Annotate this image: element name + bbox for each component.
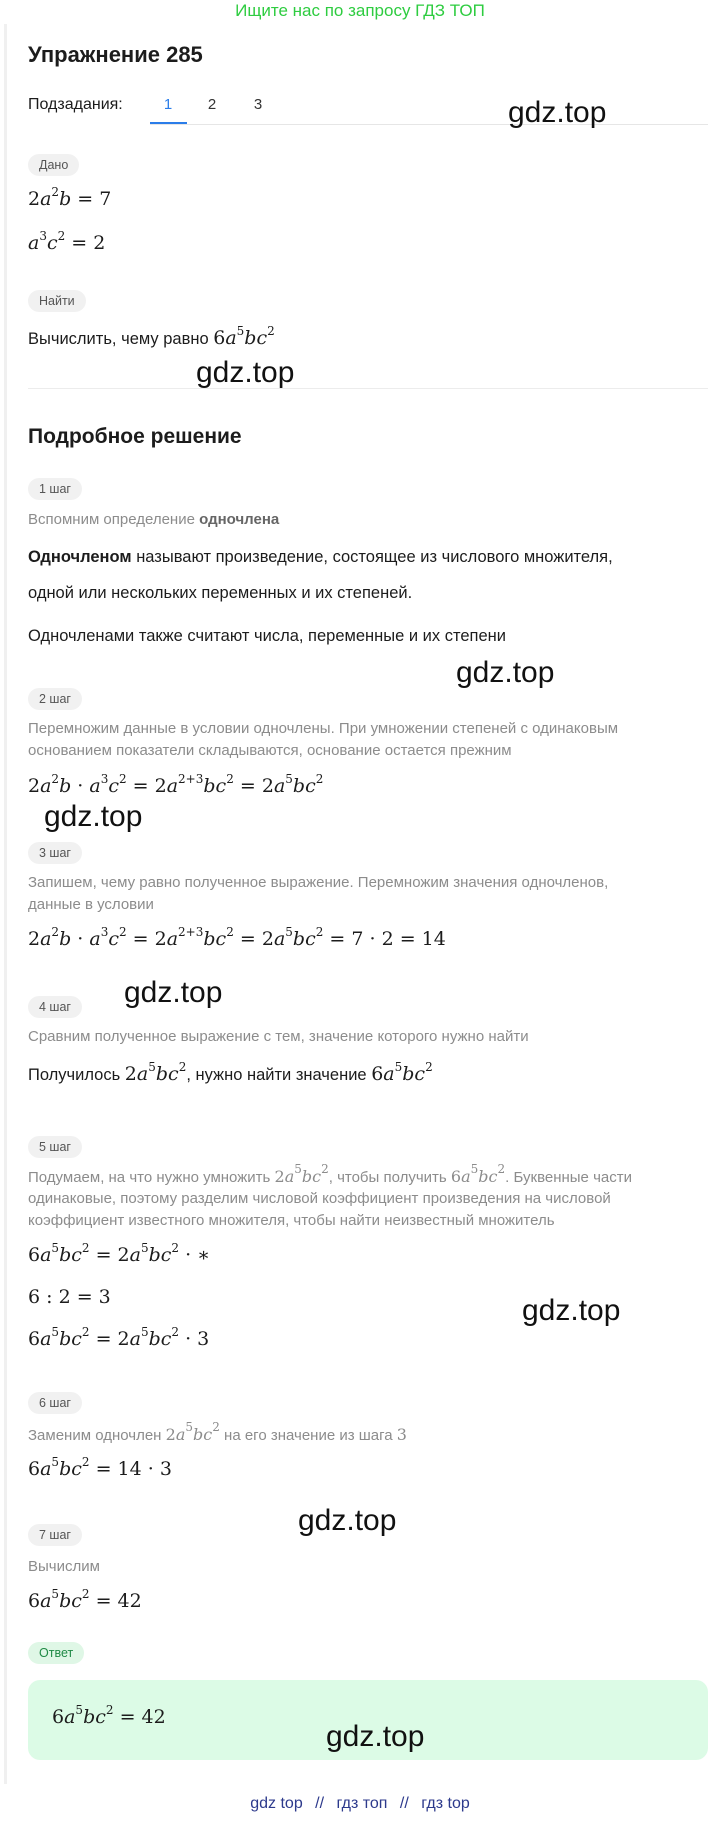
section-divider	[28, 388, 708, 389]
step-1-note: Одночленами также считают числа, переменные и их степени	[28, 627, 506, 645]
step-4-hint: Сравним полученное выражение с тем, значение которого нужно найти	[28, 1028, 529, 1045]
step-6-hint: Заменим одночлен $2a^5bc^2$ на его значение из шага 3	[28, 1420, 407, 1444]
watermark-1: gdz.top	[508, 96, 607, 129]
footer-sep-1: //	[315, 1795, 325, 1812]
step-5-hint-line-2: одинаковые, поэтому разделим числовой коэффициент произведения на числовой	[28, 1190, 611, 1207]
watermark-8: gdz.top	[326, 1720, 425, 1753]
step-1-chip: 1 шаг	[28, 478, 82, 500]
find-text: Вычислить, чему равно	[28, 330, 209, 348]
footer-links	[0, 1795, 720, 1813]
answer-chip: Ответ	[28, 1642, 84, 1664]
step-1-hint: Вспомним определение одночлена	[28, 511, 280, 528]
footer-link-3[interactable]: гдз top	[421, 1795, 470, 1812]
step-7-hint: Вычислим	[28, 1558, 100, 1575]
given-equation-1: $2a^2b = 7$	[28, 185, 112, 210]
watermark-6: gdz.top	[522, 1294, 621, 1327]
step-4-chip: 4 шаг	[28, 996, 82, 1018]
step-7-equation: $6a^5bc^2 = 42$	[28, 1587, 142, 1612]
step-3-hint-line-2: данные в условии	[28, 896, 154, 913]
step-6-equation: $6a^5bc^2 = 14 \cdot 3$	[28, 1455, 172, 1480]
step-5-hint-line-1: Подумаем, на что нужно умножить $2a^5bc^2$, чтобы получить $6a^5bc^2$. Буквенные части	[28, 1162, 632, 1186]
step-5-equation-2: 6 : 2 = 3	[28, 1286, 111, 1308]
step-2-hint-line-1: Перемножим данные в условии одночлены. При умножении степеней с одинаковым	[28, 720, 619, 737]
tabs-divider	[150, 124, 708, 125]
given-chip: Дано	[28, 154, 79, 176]
footer-link-1[interactable]: gdz top	[250, 1795, 303, 1812]
answer-equation: $6a^5bc^2 = 42$	[52, 1703, 166, 1728]
solution-title: Подробное решение	[28, 425, 242, 448]
step-7-chip: 7 шаг	[28, 1524, 82, 1546]
step-4-result: Получилось $2a^5bc^2$, нужно найти значение $6a^5bc^2$	[28, 1060, 433, 1085]
subtasks-label: Подзадания:	[28, 96, 123, 113]
step-5-chip: 5 шаг	[28, 1136, 82, 1158]
watermark-3: gdz.top	[456, 656, 555, 689]
tab-2[interactable]: 2	[207, 96, 217, 113]
watermark-5: gdz.top	[124, 976, 223, 1009]
step-3-hint-line-1: Запишем, чему равно полученное выражение. Перемножим значения одночленов,	[28, 874, 609, 891]
step-3-chip: 3 шаг	[28, 842, 82, 864]
active-tab-underline	[150, 122, 187, 124]
watermark-7: gdz.top	[298, 1504, 397, 1537]
find-statement: Вычислить, чему равно $6a^5bc^2$	[28, 324, 275, 349]
step-2-chip: 2 шаг	[28, 688, 82, 710]
step-1-definition-line-2: одной или нескольких переменных и их степеней.	[28, 584, 413, 602]
tab-3[interactable]: 3	[253, 96, 263, 113]
step-5-equation-3: $6a^5bc^2 = 2a^5bc^2 \cdot 3$	[28, 1325, 210, 1350]
step-2-equation: $2a^2b \cdot a^3c^2 = 2a^{2+3}bc^2 = 2a^5bc^2$	[28, 772, 324, 797]
step-1-definition-line-1: Одночленом называют произведение, состоящее из числового множителя,	[28, 548, 613, 566]
watermark-2: gdz.top	[196, 356, 295, 389]
exercise-title: Упражнение 285	[28, 42, 203, 67]
tab-1[interactable]: 1	[163, 96, 173, 113]
find-chip: Найти	[28, 290, 86, 312]
step-6-chip: 6 шаг	[28, 1392, 82, 1414]
step-2-hint-line-2: основанием показатели складываются, основание остается прежним	[28, 742, 512, 759]
step-3-equation: $2a^2b \cdot a^3c^2 = 2a^{2+3}bc^2 = 2a^5bc^2 = 7 \cdot 2 = 14$	[28, 925, 446, 950]
footer-link-2[interactable]: гдз топ	[336, 1795, 388, 1812]
step-5-equation-1: $6a^5bc^2 = 2a^5bc^2$ · ∗	[28, 1241, 211, 1266]
given-equation-2: $a^3c^2 = 2$	[28, 229, 106, 254]
footer-sep-2: //	[399, 1795, 409, 1812]
top-banner[interactable]: Ищите нас по запросу ГДЗ ТОП	[235, 1, 485, 20]
step-5-hint-line-3: коэффициент известного множителя, чтобы найти неизвестный множитель	[28, 1212, 555, 1229]
watermark-4: gdz.top	[44, 800, 143, 833]
